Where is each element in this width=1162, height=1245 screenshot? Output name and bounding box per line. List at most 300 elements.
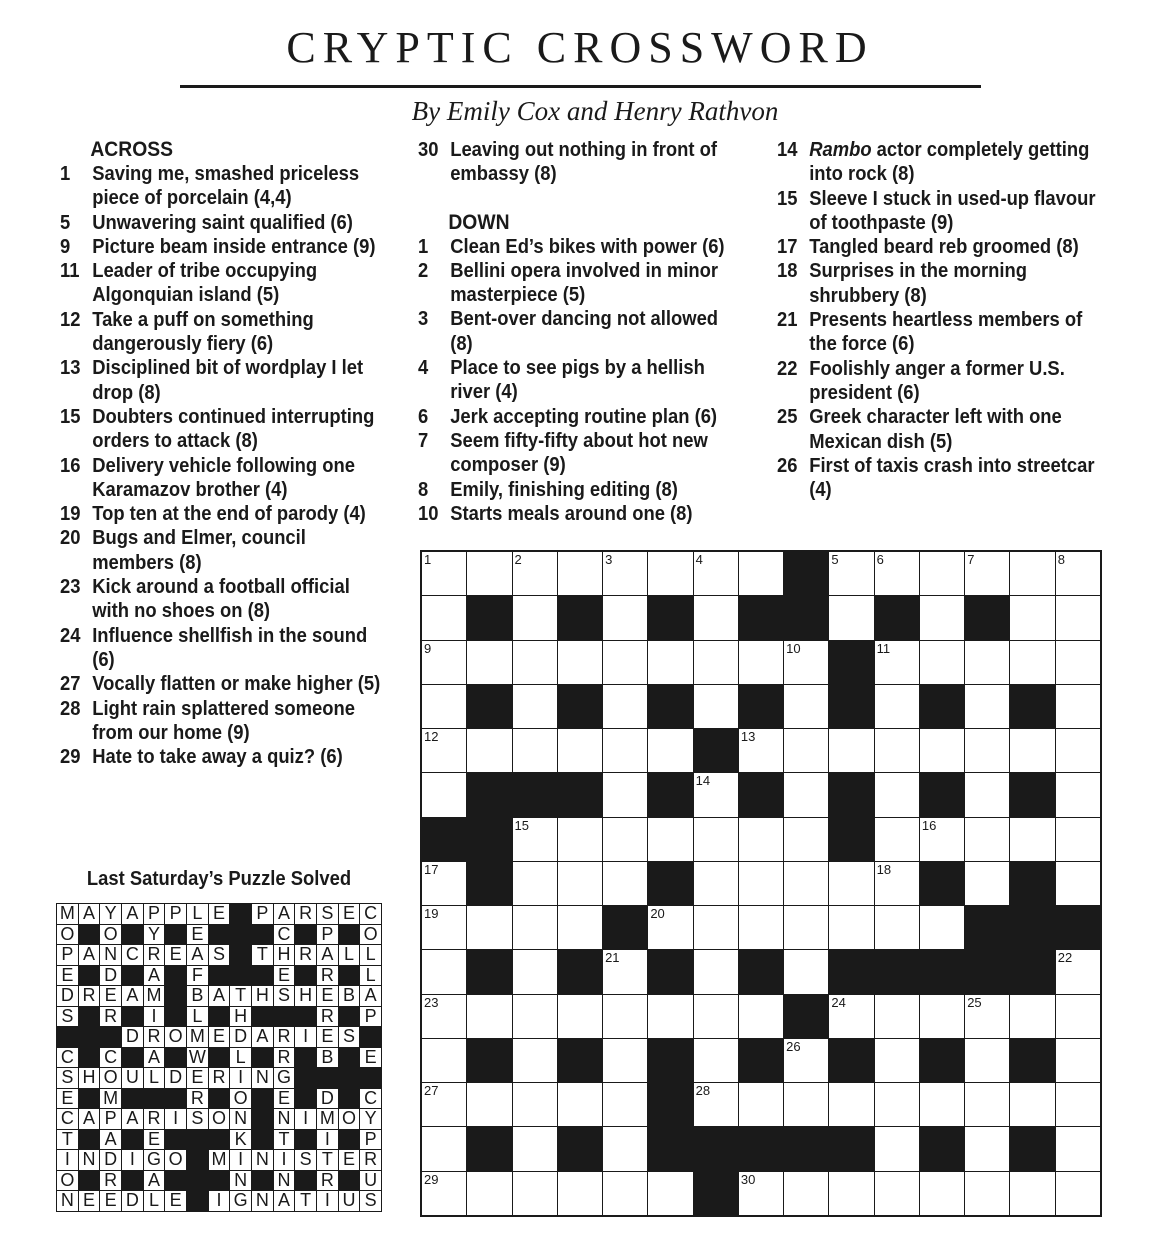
solved-letter: A — [144, 1048, 165, 1068]
grid-cell[interactable] — [558, 906, 602, 949]
across-clue — [60, 454, 387, 503]
black-square — [739, 1127, 783, 1170]
grid-cell[interactable] — [875, 1172, 919, 1215]
solved-letter: Y — [100, 904, 121, 924]
solved-black-square — [165, 1048, 186, 1068]
grid-cell[interactable] — [513, 641, 557, 684]
grid-cell[interactable] — [875, 552, 919, 595]
grid-cell[interactable] — [694, 1039, 738, 1082]
solved-letter: R — [360, 1150, 381, 1170]
grid-cell[interactable] — [603, 1172, 647, 1215]
grid-cell[interactable] — [1056, 773, 1100, 816]
clue-text: Presents heartless members of the force (6) — [809, 309, 1083, 356]
across-clues-column — [60, 138, 387, 769]
grid-cell[interactable] — [513, 862, 557, 905]
solved-letter: A — [100, 1130, 121, 1150]
solved-letter: N — [79, 1150, 100, 1170]
grid-cell[interactable] — [648, 552, 692, 595]
grid-cell[interactable] — [603, 1127, 647, 1170]
crossword-grid — [420, 550, 1102, 1217]
grid-cell[interactable] — [1056, 729, 1100, 772]
grid-cell[interactable] — [739, 552, 783, 595]
grid-cell[interactable] — [513, 818, 557, 861]
grid-cell[interactable] — [920, 995, 964, 1038]
grid-cell[interactable] — [513, 995, 557, 1038]
black-square — [875, 596, 919, 639]
clue-number: 24 — [60, 624, 81, 647]
solved-letter: E — [79, 1191, 100, 1211]
solved-letter: R — [295, 904, 316, 924]
grid-cell[interactable] — [1056, 685, 1100, 728]
grid-cell[interactable] — [558, 862, 602, 905]
grid-cell[interactable] — [875, 995, 919, 1038]
grid-cell[interactable] — [1010, 818, 1054, 861]
grid-cell[interactable] — [513, 729, 557, 772]
grid-cell[interactable] — [558, 995, 602, 1038]
grid-cell[interactable] — [422, 995, 466, 1038]
solved-letter: I — [295, 1109, 316, 1129]
solved-black-square — [79, 925, 100, 945]
grid-cell[interactable] — [467, 641, 511, 684]
grid-cell[interactable] — [829, 995, 873, 1038]
solved-letter: O — [57, 925, 78, 945]
clue-number: 1 — [418, 235, 429, 258]
black-square — [965, 950, 1009, 993]
solved-letter: S — [274, 986, 295, 1006]
cell-number: 12 — [424, 729, 439, 745]
solved-letter: O — [209, 1109, 230, 1129]
cell-number: 18 — [876, 861, 892, 877]
solved-letter: A — [317, 945, 338, 965]
grid-cell[interactable] — [965, 995, 1009, 1038]
clue-number: 28 — [60, 697, 81, 720]
grid-cell[interactable] — [829, 1083, 873, 1126]
grid-cell[interactable] — [1056, 818, 1100, 861]
solved-letter: C — [360, 1089, 381, 1109]
grid-cell[interactable] — [648, 1172, 692, 1215]
clue-number: 21 — [777, 309, 798, 332]
grid-cell[interactable] — [829, 906, 873, 949]
across-clue — [60, 697, 387, 746]
grid-cell[interactable] — [558, 729, 602, 772]
grid-cell[interactable] — [603, 1083, 647, 1126]
grid-cell[interactable] — [513, 552, 557, 595]
grid-cell[interactable] — [422, 1039, 466, 1082]
grid-cell[interactable] — [603, 1039, 647, 1082]
grid-cell[interactable] — [513, 1039, 557, 1082]
grid-cell[interactable] — [739, 1172, 783, 1215]
across-clue — [60, 745, 387, 769]
black-square — [694, 729, 738, 772]
grid-cell[interactable] — [694, 995, 738, 1038]
grid-cell[interactable] — [1010, 1172, 1054, 1215]
grid-cell[interactable] — [603, 995, 647, 1038]
cell-number: 29 — [424, 1171, 439, 1187]
grid-cell[interactable] — [1056, 1083, 1100, 1126]
grid-cell[interactable] — [875, 1039, 919, 1082]
solved-black-square — [295, 966, 316, 986]
grid-cell[interactable] — [920, 906, 964, 949]
solved-letter: E — [209, 904, 230, 924]
solved-black-square — [252, 1089, 273, 1109]
grid-cell[interactable] — [965, 641, 1009, 684]
grid-cell[interactable] — [875, 1127, 919, 1170]
grid-cell[interactable] — [467, 552, 511, 595]
solved-black-square — [79, 1007, 100, 1027]
solved-black-square — [165, 1171, 186, 1191]
solved-letter: I — [295, 1027, 316, 1047]
grid-cell[interactable] — [1010, 552, 1054, 595]
grid-cell[interactable] — [513, 1083, 557, 1126]
grid-cell[interactable] — [422, 1172, 466, 1215]
grid-cell[interactable] — [1010, 995, 1054, 1038]
grid-cell[interactable] — [467, 1172, 511, 1215]
grid-cell[interactable] — [739, 729, 783, 772]
grid-cell[interactable] — [965, 862, 1009, 905]
clue-text: Bent-over dancing not allowed (8) — [450, 308, 719, 355]
down-clue — [777, 187, 1104, 236]
clue-text: Surprises in the morning shrubbery (8) — [809, 260, 1027, 307]
grid-cell[interactable] — [558, 641, 602, 684]
solved-letter: T — [274, 1130, 295, 1150]
grid-cell[interactable] — [920, 1172, 964, 1215]
grid-cell[interactable] — [965, 685, 1009, 728]
grid-cell[interactable] — [694, 641, 738, 684]
solved-black-square — [209, 925, 230, 945]
grid-cell[interactable] — [965, 552, 1009, 595]
clue-number: 15 — [60, 405, 81, 428]
black-square — [1010, 1039, 1054, 1082]
solved-letter: D — [230, 1027, 251, 1047]
grid-cell[interactable] — [558, 1083, 602, 1126]
grid-cell[interactable] — [1056, 862, 1100, 905]
grid-cell[interactable] — [739, 995, 783, 1038]
grid-cell[interactable] — [875, 1083, 919, 1126]
grid-cell[interactable] — [513, 950, 557, 993]
grid-cell[interactable] — [875, 818, 919, 861]
solved-letter: A — [122, 986, 143, 1006]
grid-cell[interactable] — [784, 1039, 828, 1082]
grid-cell[interactable] — [513, 596, 557, 639]
cell-number: 21 — [605, 950, 620, 966]
grid-cell[interactable] — [784, 818, 828, 861]
grid-cell[interactable] — [784, 773, 828, 816]
clue-number: 4 — [418, 357, 429, 380]
grid-cell[interactable] — [875, 685, 919, 728]
grid-cell[interactable] — [1056, 1172, 1100, 1215]
solved-letter: R — [100, 1171, 121, 1191]
grid-cell[interactable] — [739, 906, 783, 949]
solved-letter: N — [230, 1171, 251, 1191]
grid-cell[interactable] — [422, 552, 466, 595]
grid-cell[interactable] — [1010, 729, 1054, 772]
grid-cell[interactable] — [829, 729, 873, 772]
solved-black-square — [165, 1007, 186, 1027]
grid-cell[interactable] — [648, 641, 692, 684]
grid-cell[interactable] — [965, 1083, 1009, 1126]
solved-letter: I — [274, 1150, 295, 1170]
down-clue — [777, 405, 1104, 454]
grid-cell[interactable] — [694, 818, 738, 861]
grid-cell[interactable] — [1056, 1039, 1100, 1082]
solved-black-square — [79, 1171, 100, 1191]
clue-number: 10 — [418, 502, 439, 525]
cell-number: 10 — [786, 640, 801, 656]
grid-cell[interactable] — [694, 906, 738, 949]
down-clue — [777, 454, 1104, 503]
grid-cell[interactable] — [784, 729, 828, 772]
grid-cell[interactable] — [694, 552, 738, 595]
grid-cell[interactable] — [648, 729, 692, 772]
grid-cell[interactable] — [513, 1172, 557, 1215]
solved-letter: L — [144, 1068, 165, 1088]
grid-cell[interactable] — [739, 818, 783, 861]
down-clue — [418, 429, 745, 478]
solved-letter: E — [187, 1068, 208, 1088]
solved-black-square — [339, 1007, 360, 1027]
grid-cell[interactable] — [965, 1039, 1009, 1082]
across-clue — [60, 502, 387, 526]
page-title: CRYPTIC CROSSWORD — [286, 23, 874, 72]
grid-cell[interactable] — [920, 552, 964, 595]
solved-letter: N — [252, 1150, 273, 1170]
grid-cell[interactable] — [422, 729, 466, 772]
clue-text: Unwavering saint qualified (6) — [92, 211, 353, 234]
grid-cell[interactable] — [513, 906, 557, 949]
across-clue — [60, 308, 387, 357]
solved-black-square — [339, 1089, 360, 1109]
grid-cell[interactable] — [694, 596, 738, 639]
clue-number: 22 — [777, 357, 798, 380]
grid-cell[interactable] — [422, 773, 466, 816]
solved-black-square — [122, 1130, 143, 1150]
solved-black-square — [209, 1130, 230, 1150]
solved-letter: B — [317, 1048, 338, 1068]
solved-black-square — [165, 1089, 186, 1109]
grid-cell[interactable] — [467, 906, 511, 949]
black-square — [829, 1127, 873, 1170]
grid-cell[interactable] — [739, 862, 783, 905]
grid-cell[interactable] — [965, 773, 1009, 816]
solved-black-square — [252, 1007, 273, 1027]
grid-cell[interactable] — [603, 552, 647, 595]
grid-cell[interactable] — [694, 950, 738, 993]
grid-cell[interactable] — [648, 995, 692, 1038]
solved-letter: M — [187, 1027, 208, 1047]
cell-number: 9 — [424, 640, 432, 656]
grid-cell[interactable] — [875, 773, 919, 816]
grid-cell[interactable] — [920, 641, 964, 684]
grid-cell[interactable] — [920, 818, 964, 861]
solved-letter: E — [317, 1027, 338, 1047]
black-square — [422, 818, 466, 861]
grid-cell[interactable] — [920, 596, 964, 639]
grid-cell[interactable] — [829, 596, 873, 639]
grid-cell[interactable] — [829, 1172, 873, 1215]
across-clue — [60, 211, 387, 235]
clue-number: 14 — [777, 139, 798, 161]
grid-cell[interactable] — [467, 729, 511, 772]
solved-black-square — [252, 1109, 273, 1129]
grid-cell[interactable] — [648, 818, 692, 861]
clue-text: Foolishly anger a former U.S. president (6) — [809, 357, 1065, 404]
grid-cell[interactable] — [784, 1083, 828, 1126]
black-square — [920, 773, 964, 816]
across-clue — [60, 526, 387, 575]
grid-cell[interactable] — [558, 552, 602, 595]
grid-cell[interactable] — [558, 818, 602, 861]
grid-cell[interactable] — [558, 1172, 602, 1215]
grid-cell[interactable] — [1056, 641, 1100, 684]
grid-cell[interactable] — [467, 1083, 511, 1126]
grid-cell[interactable] — [875, 641, 919, 684]
solved-letter: E — [165, 945, 186, 965]
solved-letter: N — [252, 1068, 273, 1088]
grid-cell[interactable] — [875, 906, 919, 949]
solved-letter: R — [317, 966, 338, 986]
black-square — [467, 818, 511, 861]
solved-letter: R — [209, 1068, 230, 1088]
solved-black-square — [252, 1130, 273, 1150]
grid-cell[interactable] — [603, 596, 647, 639]
grid-cell[interactable] — [422, 641, 466, 684]
grid-cell[interactable] — [965, 818, 1009, 861]
grid-cell[interactable] — [422, 950, 466, 993]
grid-cell[interactable] — [603, 862, 647, 905]
solved-black-square — [100, 1027, 121, 1047]
grid-cell[interactable] — [1010, 641, 1054, 684]
solved-letter: R — [274, 1027, 295, 1047]
grid-cell[interactable] — [965, 1127, 1009, 1170]
grid-cell[interactable] — [784, 1172, 828, 1215]
grid-cell[interactable] — [603, 818, 647, 861]
grid-cell[interactable] — [422, 862, 466, 905]
grid-cell[interactable] — [694, 1083, 738, 1126]
black-square — [467, 1127, 511, 1170]
down-clue — [418, 356, 745, 405]
grid-cell[interactable] — [603, 773, 647, 816]
solved-letter: E — [144, 1130, 165, 1150]
clue-number: 2 — [418, 259, 429, 282]
solved-black-square — [339, 966, 360, 986]
grid-cell[interactable] — [875, 729, 919, 772]
grid-cell[interactable] — [965, 1172, 1009, 1215]
solved-black-square — [230, 904, 251, 924]
grid-cell[interactable] — [603, 685, 647, 728]
grid-cell[interactable] — [739, 1083, 783, 1126]
grid-cell[interactable] — [422, 1127, 466, 1170]
grid-cell[interactable] — [513, 685, 557, 728]
grid-cell[interactable] — [513, 1127, 557, 1170]
clue-text: Influence shellfish in the sound (6) — [92, 624, 368, 671]
grid-cell[interactable] — [694, 773, 738, 816]
solved-letter: G — [230, 1191, 251, 1211]
grid-cell[interactable] — [422, 1083, 466, 1126]
solved-letter: A — [144, 1171, 165, 1191]
solved-letter: C — [274, 925, 295, 945]
grid-cell[interactable] — [603, 729, 647, 772]
cell-number: 5 — [831, 552, 839, 567]
grid-cell[interactable] — [784, 862, 828, 905]
solved-letter: R — [317, 1171, 338, 1191]
grid-cell[interactable] — [1010, 1083, 1054, 1126]
solved-letter: L — [187, 1007, 208, 1027]
grid-cell[interactable] — [1010, 596, 1054, 639]
grid-cell[interactable] — [920, 729, 964, 772]
solved-black-square — [230, 945, 251, 965]
solved-letter: P — [252, 904, 273, 924]
solved-letter: S — [360, 1191, 381, 1211]
cell-number: 4 — [695, 552, 703, 567]
grid-cell[interactable] — [1056, 950, 1100, 993]
solved-black-square — [295, 1130, 316, 1150]
grid-cell[interactable] — [1056, 1127, 1100, 1170]
black-square — [558, 596, 602, 639]
grid-cell[interactable] — [603, 641, 647, 684]
grid-cell[interactable] — [965, 729, 1009, 772]
grid-cell[interactable] — [694, 685, 738, 728]
down-clue — [418, 405, 745, 429]
across-clue — [60, 356, 387, 405]
grid-cell[interactable] — [694, 862, 738, 905]
cell-number: 3 — [605, 552, 613, 567]
grid-cell[interactable] — [603, 950, 647, 993]
solved-black-square — [144, 1089, 165, 1109]
clue-number: 3 — [418, 308, 429, 331]
black-square — [784, 596, 828, 639]
grid-cell[interactable] — [1056, 995, 1100, 1038]
solved-letter: E — [57, 966, 78, 986]
clue-text: Disciplined bit of wordplay I let drop (8) — [92, 357, 364, 404]
black-square — [920, 862, 964, 905]
black-square — [784, 1127, 828, 1170]
grid-cell[interactable] — [829, 552, 873, 595]
grid-cell[interactable] — [920, 1083, 964, 1126]
clue-number: 11 — [60, 260, 80, 283]
clue-text: Sleeve I stuck in used-up flavour of toothpaste (9) — [809, 187, 1096, 234]
down-clue — [777, 357, 1104, 406]
solved-letter: R — [144, 1027, 165, 1047]
solved-letter: O — [360, 925, 381, 945]
grid-cell[interactable] — [422, 685, 466, 728]
grid-cell[interactable] — [1056, 552, 1100, 595]
grid-cell[interactable] — [648, 906, 692, 949]
solved-letter: I — [209, 1191, 230, 1211]
grid-cell[interactable] — [739, 641, 783, 684]
solved-black-square — [187, 1130, 208, 1150]
across-clue — [60, 672, 387, 696]
grid-cell[interactable] — [784, 950, 828, 993]
solved-letter: M — [317, 1109, 338, 1129]
clue-number: 27 — [60, 673, 81, 696]
grid-cell[interactable] — [467, 995, 511, 1038]
grid-cell[interactable] — [422, 596, 466, 639]
grid-cell[interactable] — [784, 906, 828, 949]
black-square — [829, 685, 873, 728]
grid-cell[interactable] — [829, 862, 873, 905]
solved-letter: O — [165, 1150, 186, 1170]
grid-cell[interactable] — [784, 685, 828, 728]
black-square — [739, 950, 783, 993]
grid-cell[interactable] — [422, 906, 466, 949]
solved-letter: U — [339, 1191, 360, 1211]
solved-letter: E — [339, 1150, 360, 1170]
solved-letter: S — [209, 945, 230, 965]
grid-cell[interactable] — [875, 862, 919, 905]
solved-letter: P — [100, 1109, 121, 1129]
grid-cell[interactable] — [784, 641, 828, 684]
grid-cell[interactable] — [1056, 596, 1100, 639]
